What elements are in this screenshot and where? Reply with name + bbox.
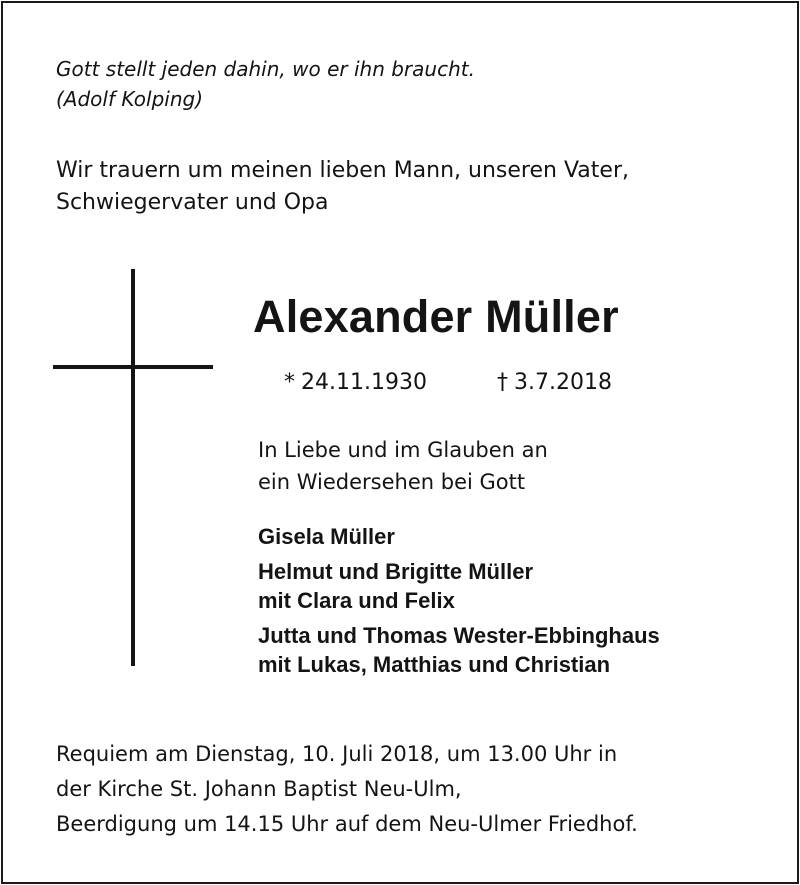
death-date: 3.7.2018	[514, 370, 612, 395]
intro-text	[56, 155, 629, 219]
mourner-line: mit Lukas, Matthias und Christian	[258, 652, 611, 677]
cross-vertical-bar	[131, 269, 135, 666]
mourners-list	[258, 522, 660, 679]
birth-date-line	[284, 368, 427, 398]
mourner-line: Helmut und Brigitte Müller	[258, 559, 533, 584]
service-line-2: der Kirche St. Johann Baptist Neu-Ulm,	[56, 777, 462, 801]
mourner-line: Jutta und Thomas Wester-Ebbinghaus	[258, 623, 660, 648]
intro-line-2: Schwiegervater und Opa	[56, 190, 329, 215]
birth-date: 24.11.1930	[301, 370, 427, 395]
birth-asterisk-icon: *	[284, 370, 295, 395]
cross-horizontal-bar	[53, 365, 213, 369]
death-date-line	[497, 368, 612, 398]
mourner-line: Gisela Müller	[258, 524, 395, 549]
quote-author: (Adolf Kolping)	[56, 87, 203, 111]
intro-line-1: Wir trauern um meinen lieben Mann, unseren Vater,	[56, 158, 629, 183]
mourner-line: mit Clara und Felix	[258, 588, 455, 613]
death-dagger-icon: †	[497, 370, 508, 395]
service-details	[56, 737, 638, 842]
service-line-3: Beerdigung um 14.15 Uhr auf dem Neu-Ulmer Friedhof.	[56, 812, 638, 836]
phrase-line-1: In Liebe und im Glauben an	[258, 438, 548, 462]
phrase-line-2: ein Wiedersehen bei Gott	[258, 470, 526, 494]
quote-block	[56, 54, 475, 114]
service-line-1: Requiem am Dienstag, 10. Juli 2018, um 13.00 Uhr in	[56, 742, 618, 766]
deceased-name: Alexander Müller	[253, 291, 619, 342]
memorial-phrase	[258, 434, 548, 498]
quote-text: Gott stellt jeden dahin, wo er ihn braucht.	[56, 57, 475, 81]
